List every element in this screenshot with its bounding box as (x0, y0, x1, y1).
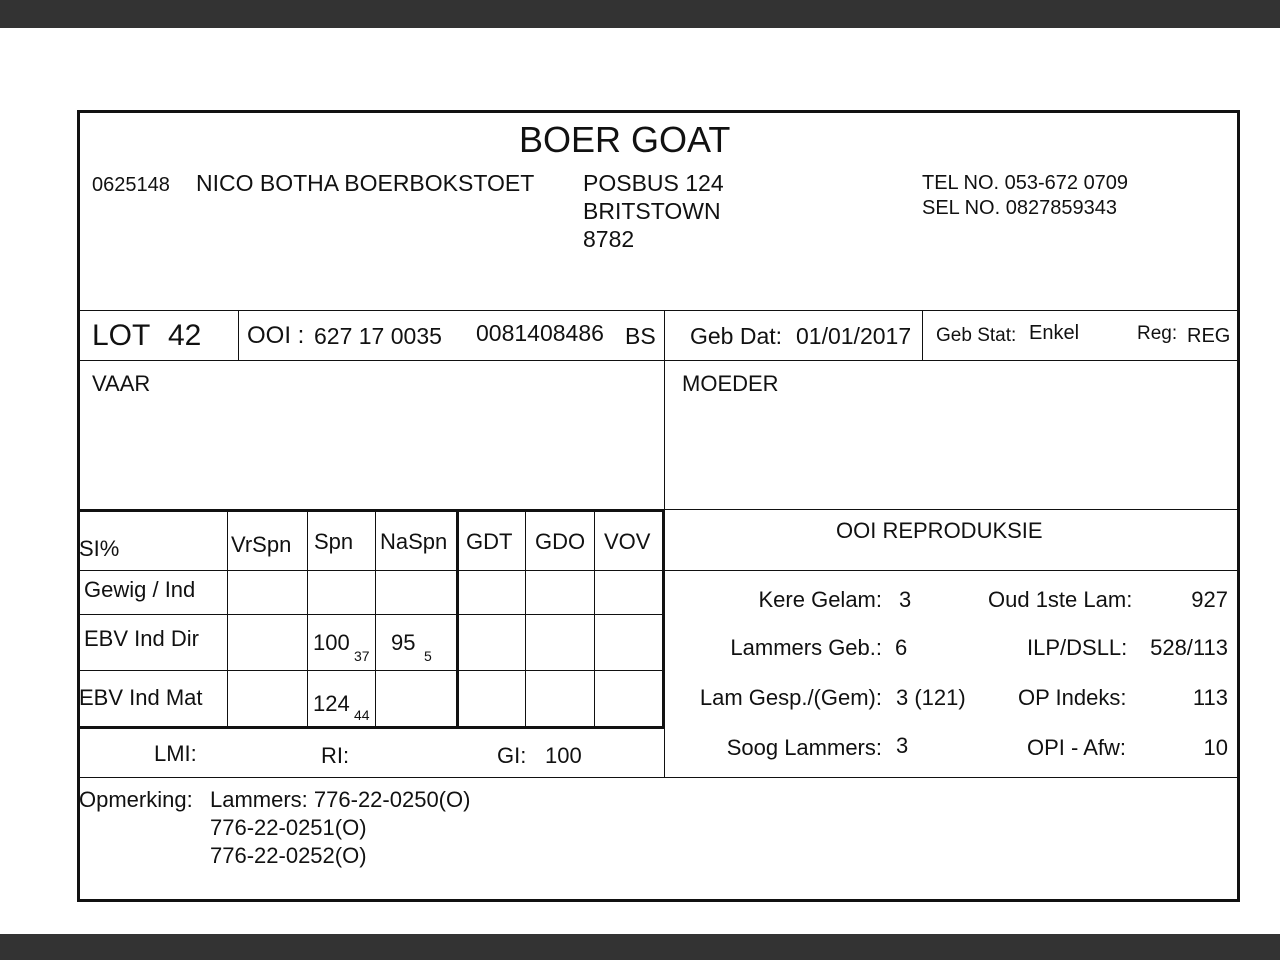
id-number: 0081408486 (476, 320, 604, 346)
ebv-mat-spn-sub: 44 (354, 707, 370, 723)
gi-label: GI: (497, 743, 527, 768)
lammers-geb-label: Lammers Geb.: (730, 635, 882, 660)
lot-label: LOT (92, 319, 151, 352)
ilp-value: 528/113 (1150, 635, 1228, 660)
address-line-1: POSBUS 124 (583, 170, 724, 196)
header-gdo: GDO (535, 529, 586, 554)
birth-status: Enkel (1029, 322, 1080, 344)
opi-label: OPI - Afw: (1027, 735, 1127, 760)
vrule-col-naspn (375, 510, 376, 728)
card-border-bottom (77, 899, 1240, 902)
lot-number: 42 (168, 319, 202, 352)
soog-label: Soog Lammers: (726, 735, 882, 760)
rule-lot-bottom (80, 360, 1237, 361)
reg-value: REG (1187, 325, 1231, 347)
sel-number: SEL NO. 0827859343 (922, 197, 1117, 219)
header-vrspn: VrSpn (231, 532, 292, 557)
rule-pedigree-bottom-right (665, 509, 1237, 510)
vrule-col-spn (307, 510, 308, 728)
tel-number: TEL NO. 053-672 0709 (922, 172, 1129, 194)
vrule-col-vov (594, 510, 595, 728)
remarks-line-2: 776-22-0251(O) (210, 815, 367, 840)
vrule-col-gdt (456, 510, 459, 728)
vrule-table-right (662, 510, 665, 728)
vrule-lot (238, 310, 239, 360)
reproduction-title: OOI REPRODUKSIE (836, 518, 1043, 543)
card-title: BOER GOAT (519, 119, 731, 160)
rule-index-bottom (80, 777, 1237, 778)
reg-label: Reg: (1137, 323, 1178, 344)
rule-row1 (80, 614, 665, 615)
lammers-geb-value: 6 (895, 635, 908, 660)
vrule-col-gdo (525, 510, 526, 728)
birth-date-label: Geb Dat: (690, 323, 783, 349)
ooi-number: 627 17 0035 (314, 323, 442, 349)
opi-value: 10 (1203, 735, 1228, 760)
rule-lot-top (80, 310, 1237, 311)
gi-value: 100 (545, 743, 582, 768)
birth-date: 01/01/2017 (796, 323, 912, 349)
vrule-geb-stat (922, 310, 923, 360)
card-border-right (1237, 110, 1240, 902)
ebv-mat-spn-value: 124 (313, 691, 350, 716)
op-indeks-value: 113 (1192, 685, 1228, 710)
remarks-line-3: 776-22-0252(O) (210, 843, 367, 868)
rule-table-bottom (80, 726, 665, 729)
kere-gelam-label: Kere Gelam: (758, 587, 882, 612)
address-line-3: 8782 (583, 226, 635, 252)
row-label-weight: Gewig / Ind (84, 577, 196, 602)
ebv-dir-spn-value: 100 (313, 630, 350, 655)
ebv-dir-spn-sub: 37 (354, 648, 370, 664)
dam-label: MOEDER (682, 371, 779, 396)
remarks-line-1: Lammers: 776-22-0250(O) (210, 787, 471, 812)
header-naspn: NaSpn (380, 529, 448, 554)
ri-label: RI: (321, 743, 350, 768)
header-vov: VOV (604, 529, 651, 554)
id-suffix: BS (625, 323, 656, 349)
sire-label: VAAR (92, 371, 151, 396)
soog-value: 3 (896, 733, 909, 758)
ilp-label: ILP/DSLL: (1027, 635, 1128, 660)
lmi-label: LMI: (154, 741, 197, 766)
breeder-code: 0625148 (92, 174, 170, 196)
card-border-left (77, 110, 80, 902)
ooi-label: OOI : (247, 322, 305, 349)
header-spn: Spn (314, 529, 354, 554)
oud-lam-label: Oud 1ste Lam: (988, 587, 1133, 612)
header-si: SI% (79, 536, 120, 561)
ebv-dir-naspn-value: 95 (391, 630, 416, 655)
lam-gesp-label: Lam Gesp./(Gem): (699, 685, 882, 710)
breeder-name: NICO BOTHA BOERBOKSTOET (196, 170, 535, 196)
vrule-col-vrspn (227, 510, 228, 728)
ebv-dir-naspn-sub: 5 (424, 648, 432, 664)
rule-row2 (80, 670, 665, 671)
header-gdt: GDT (466, 529, 513, 554)
viewer-bottom-bar (0, 934, 1280, 960)
birth-status-label: Geb Stat: (936, 325, 1017, 346)
rule-table-header (80, 570, 1237, 571)
op-indeks-label: OP Indeks: (1018, 685, 1127, 710)
oud-lam-value: 927 (1191, 587, 1228, 612)
row-label-ebv-mat: EBV Ind Mat (79, 685, 203, 710)
rule-pedigree-bottom-left (80, 509, 665, 512)
remarks-label: Opmerking: (79, 787, 193, 812)
viewer-top-bar (0, 0, 1280, 28)
row-label-ebv-dir: EBV Ind Dir (84, 626, 199, 651)
kere-gelam-value: 3 (899, 587, 912, 612)
card-border-top (77, 110, 1240, 113)
lam-gesp-value: 3 (121) (896, 685, 966, 710)
address-line-2: BRITSTOWN (583, 198, 721, 224)
